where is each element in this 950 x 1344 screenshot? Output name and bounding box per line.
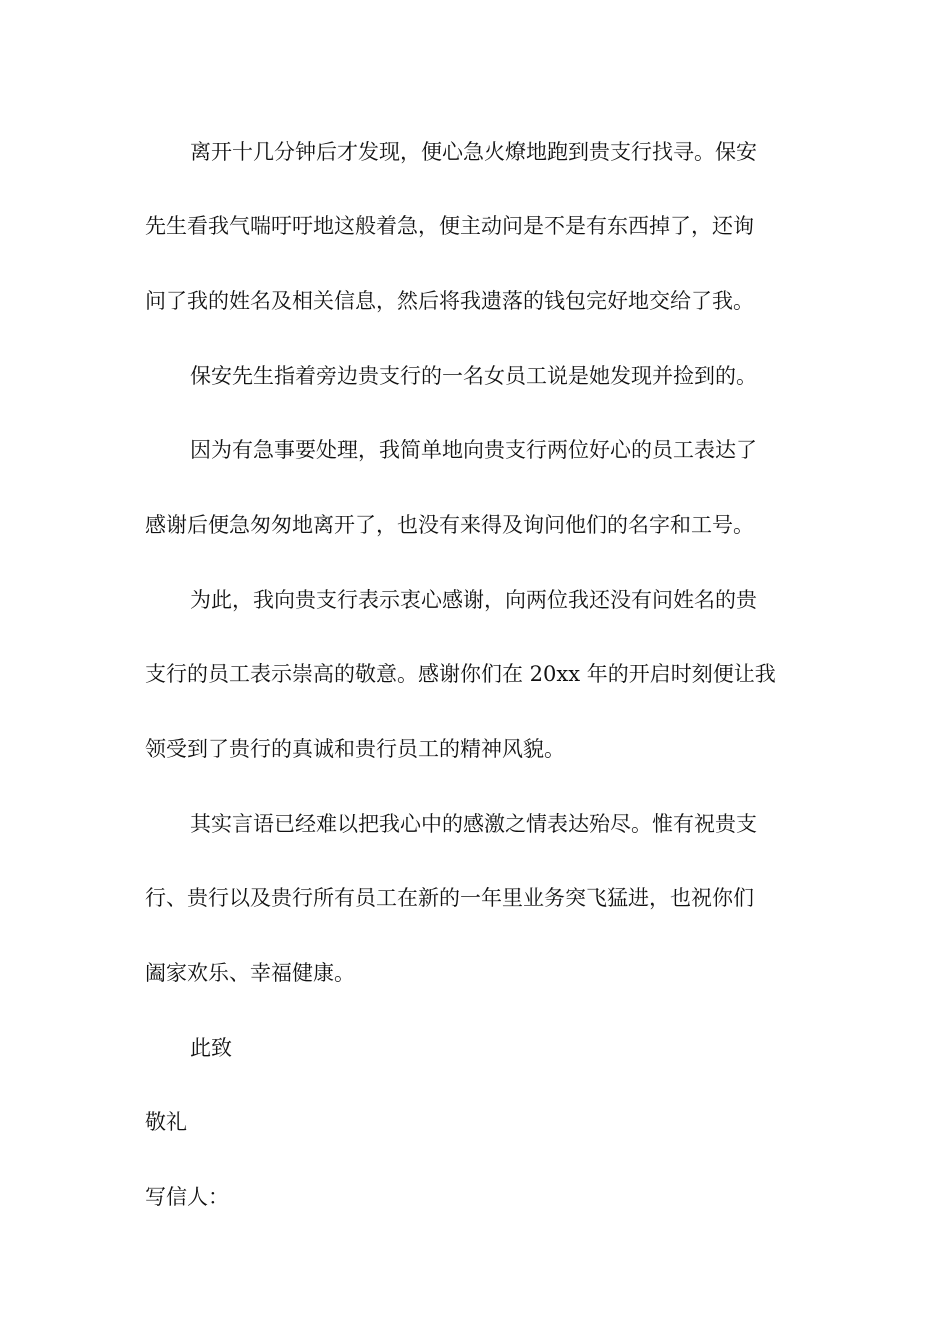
paragraph-1-line-2: 先生看我气喘吁吁地这般着急，便主动问是不是有东西掉了，还询 [145, 214, 754, 238]
paragraph-1-line-1: 离开十几分钟后才发现，便心急火燎地跑到贵支行找寻。保安 [190, 140, 757, 164]
signature-label: 写信人： [145, 1185, 229, 1209]
paragraph-3-line-2: 感谢后便急匆匆地离开了，也没有来得及询问他们的名字和工号。 [145, 513, 754, 537]
paragraph-5-line-3: 阖家欢乐、幸福健康。 [145, 961, 355, 985]
paragraph-4-line-1: 为此，我向贵支行表示衷心感谢，向两位我还没有问姓名的贵 [190, 588, 757, 612]
paragraph-3-line-1: 因为有急事要处理，我简单地向贵支行两位好心的员工表达了 [190, 438, 757, 462]
paragraph-1-line-3: 问了我的姓名及相关信息，然后将我遗落的钱包完好地交给了我。 [145, 289, 754, 313]
closing-greeting: 此致 [190, 1036, 232, 1060]
closing-salute: 敬礼 [145, 1110, 187, 1134]
paragraph-5-line-2: 行、贵行以及贵行所有员工在新的一年里业务突飞猛进，也祝你们 [145, 886, 754, 910]
paragraph-4-line-3: 领受到了贵行的真诚和贵行员工的精神风貌。 [145, 737, 565, 761]
paragraph-5-line-1: 其实言语已经难以把我心中的感激之情表达殆尽。惟有祝贵支 [190, 812, 757, 836]
paragraph-2-line-1: 保安先生指着旁边贵支行的一名女员工说是她发现并捡到的。 [190, 364, 757, 388]
paragraph-4-line-2: 支行的员工表示崇高的敬意。感谢你们在 20xx 年的开启时刻便让我 [145, 662, 776, 686]
